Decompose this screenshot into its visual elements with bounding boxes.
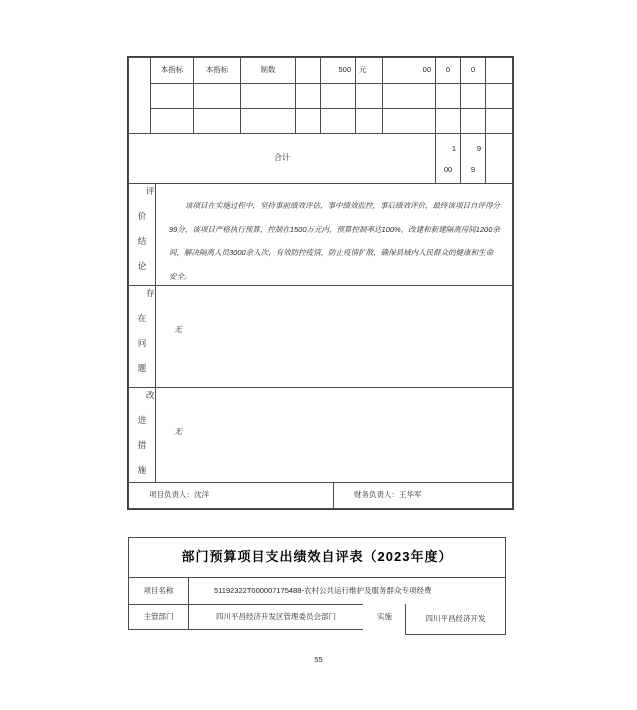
indicator-cell-r1-c6 (355, 83, 383, 109)
self-score-line1: 9 (476, 144, 481, 153)
indicator-cell-r1-c5 (320, 83, 356, 109)
indicator-cell-r0-c5: 500 (320, 57, 356, 84)
indicator-cell-r0-c10 (485, 57, 513, 84)
indicator-cell-r0-c4 (295, 57, 321, 84)
impl-dept-cell: 四川平昌经济开发 (405, 604, 506, 635)
dept-value-cell: 四川平昌经济开发区管理委员会部门 (188, 604, 364, 630)
total-score-cell (435, 133, 461, 184)
indicator-cell-r0-c1: 本指标 (150, 57, 194, 84)
indicator-cell-r1-c9 (460, 83, 486, 109)
indicator-cell-r0-c9: 0 (460, 57, 486, 84)
indicator-cell-r2-c9 (460, 108, 486, 134)
indicator-cell-r2-c1 (150, 108, 194, 134)
total-score-line2: 00 (443, 165, 453, 174)
indicator-cell-r1-c10 (485, 83, 513, 109)
label-char: 价 (137, 211, 147, 221)
evaluation-conclusion-label (128, 183, 156, 286)
label-char: 结 (137, 236, 147, 246)
finance-manager-cell: 财务负责人：王华军 (333, 482, 513, 509)
total-empty-cell (485, 133, 513, 184)
improvement-measures-text: 无 (155, 387, 513, 483)
label-char: 施 (137, 465, 147, 475)
project-name-label-cell: 项目名称 (128, 577, 189, 605)
total-label-cell: 合计 (128, 133, 436, 184)
label-char: 在 (137, 313, 147, 323)
project-manager-cell: 项目负责人：沈洋 (128, 482, 334, 509)
indicator-left-merged-cell (128, 57, 151, 134)
indicator-cell-r1-c2 (193, 83, 241, 109)
project-name-value-cell: 51192322T000007175488-农村公共运行维护及服务群众专项经费 (188, 577, 506, 605)
label-char: 问 (137, 338, 147, 348)
indicator-cell-r2-c7 (382, 108, 436, 134)
page-number: 55 (314, 655, 323, 664)
indicator-cell-r0-c7: 00 (382, 57, 436, 84)
dept-label-cell: 主管部门 (128, 604, 189, 630)
self-score-line2: 9 (470, 165, 476, 174)
evaluation-conclusion-text: 该项目在实施过程中，坚持事前绩效评估，事中绩效监控，事后绩效评价，最终该项目自评得分99分，该项目严格执行预算，控制在1500万元内，预算控制率达100%，改建和新建隔离房间1200余间，解决隔离人员3000余人次，有效防控疫情，防止疫情扩散，确保县域内人民群众的健康和生命安全。 (155, 183, 513, 286)
indicator-cell-r1-c8 (435, 83, 461, 109)
total-score-line1: 1 (451, 144, 456, 153)
indicator-cell-r0-c6: 元 (355, 57, 383, 84)
indicator-cell-r1-c3 (240, 83, 296, 109)
label-char: 改 (146, 390, 155, 400)
indicator-cell-r1-c7 (382, 83, 436, 109)
label-char: 评 (146, 186, 155, 196)
indicator-cell-r0-c3: 制数 (240, 57, 296, 84)
label-char: 措 (137, 440, 147, 450)
indicator-cell-r1-c1 (150, 83, 194, 109)
existing-problems-text: 无 (155, 285, 513, 388)
label-char: 论 (137, 261, 147, 271)
impl-label-cell: 实施 (363, 604, 406, 630)
indicator-cell-r2-c5 (320, 108, 356, 134)
indicator-cell-r2-c4 (295, 108, 321, 134)
indicator-cell-r2-c3 (240, 108, 296, 134)
indicator-cell-r1-c4 (295, 83, 321, 109)
label-char: 进 (137, 415, 147, 425)
indicator-cell-r2-c2 (193, 108, 241, 134)
existing-problems-label (128, 285, 156, 388)
indicator-cell-r0-c2: 本指标 (193, 57, 241, 84)
table2-title: 部门预算项目支出绩效自评表（2023年度） (128, 537, 506, 578)
indicator-cell-r2-c10 (485, 108, 513, 134)
label-char: 存 (146, 288, 155, 298)
indicator-cell-r0-c8: 0 (435, 57, 461, 84)
improvement-measures-label (128, 387, 156, 483)
self-score-cell (460, 133, 486, 184)
label-char: 题 (137, 363, 147, 373)
indicator-cell-r2-c6 (355, 108, 383, 134)
indicator-cell-r2-c8 (435, 108, 461, 134)
